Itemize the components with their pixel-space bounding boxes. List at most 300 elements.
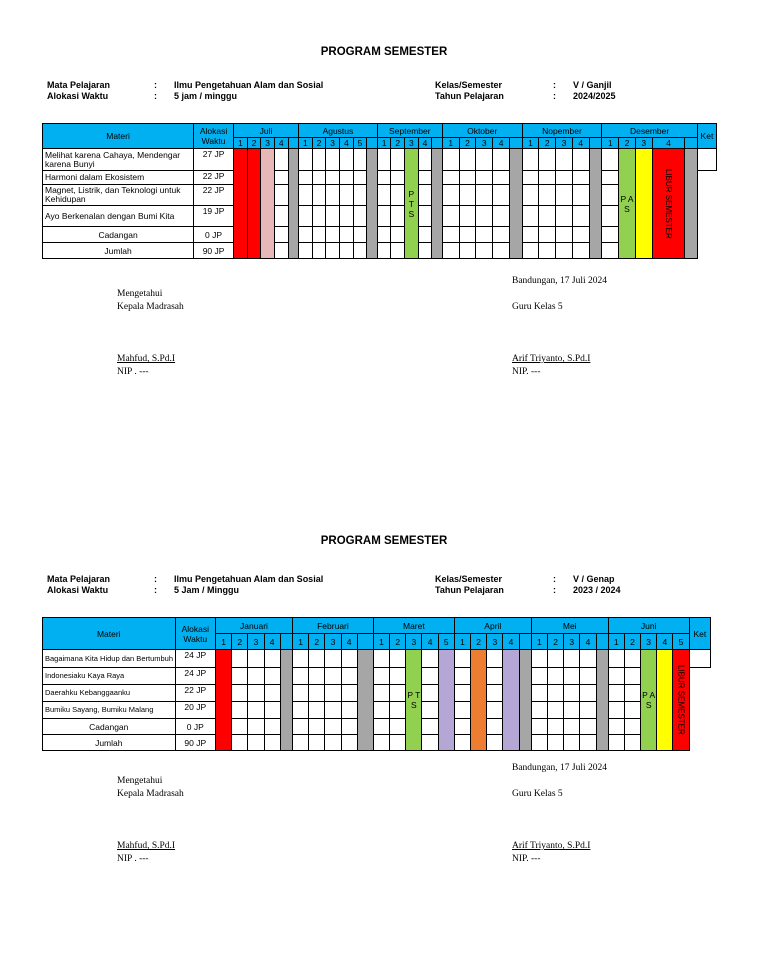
holiday-cell (519, 650, 531, 751)
week-cell (422, 668, 438, 685)
week-cell (442, 243, 459, 259)
week-header: 3 (476, 138, 493, 149)
week-cell (547, 719, 563, 735)
week-cell (326, 149, 340, 171)
week-cell (547, 668, 563, 685)
week-cell (339, 227, 353, 243)
materi-cell: Bumiku Sayang, Bumiku Malang (43, 702, 176, 719)
week-header: 1 (216, 634, 232, 650)
week-cell (264, 668, 280, 685)
holiday-cell (280, 650, 292, 751)
month-header: April (454, 618, 531, 634)
week-cell (547, 685, 563, 702)
week-cell (608, 650, 624, 668)
materi-header: Materi (43, 124, 194, 149)
week-cell (624, 685, 640, 702)
week-cell (377, 171, 391, 185)
holiday-cell (509, 149, 522, 259)
week-cell (292, 685, 308, 702)
week-cell (624, 719, 640, 735)
week-cell (232, 719, 248, 735)
week-header: 3 (248, 634, 264, 650)
week-header-sep (367, 138, 378, 149)
week-cell (292, 719, 308, 735)
week-cell (339, 243, 353, 259)
week-cell (232, 685, 248, 702)
week-header-sep (509, 138, 522, 149)
week-cell (418, 185, 432, 206)
week-cell (418, 206, 432, 227)
week-header: 4 (652, 138, 685, 149)
week-header-sep (432, 138, 443, 149)
week-cell (418, 227, 432, 243)
guru-name: Arif Triyanto, S.Pd.I (512, 354, 591, 364)
exam-week-cell (657, 650, 673, 751)
week-cell (442, 206, 459, 227)
week-cell (602, 243, 619, 259)
week-cell (522, 243, 539, 259)
week-cell (373, 702, 389, 719)
alokasi-value: 5 Jam / Minggu (174, 585, 240, 595)
pas-cell: P A S (641, 650, 657, 751)
colon: : (154, 574, 157, 584)
week-cell (476, 171, 493, 185)
week-cell (326, 185, 340, 206)
pts-cell: P T S (406, 650, 422, 751)
week-cell (377, 149, 391, 171)
week-header: 2 (539, 138, 556, 149)
materi-header: Materi (43, 618, 176, 650)
week-cell (248, 702, 264, 719)
page-title: PROGRAM SEMESTER (320, 535, 448, 547)
week-cell (309, 702, 325, 719)
week-cell (442, 149, 459, 171)
week-header: 5 (353, 138, 367, 149)
week-cell (487, 668, 503, 685)
jumlah-label: Jumlah (43, 735, 176, 751)
week-cell (264, 685, 280, 702)
week-cell (390, 668, 406, 685)
week-cell (624, 702, 640, 719)
libur-semester-cell: LIBUR SEMESTER (673, 650, 689, 751)
week-cell (325, 735, 341, 751)
week-cell (564, 735, 580, 751)
week-cell (264, 650, 280, 668)
week-cell (373, 668, 389, 685)
materi-cell: Magnet, Listrik, dan Teknologi untuk Kehidupan (43, 185, 194, 206)
jp-cell: 19 JP (194, 206, 234, 227)
week-cell (602, 149, 619, 171)
week-cell (325, 685, 341, 702)
week-cell (476, 185, 493, 206)
week-cell (602, 185, 619, 206)
week-cell (391, 227, 405, 243)
cadangan-label: Cadangan (43, 719, 176, 735)
week-header: 1 (608, 634, 624, 650)
week-cell (689, 650, 710, 668)
holiday-cell (589, 149, 602, 259)
jp-cell: 24 JP (175, 668, 215, 685)
week-cell (476, 243, 493, 259)
week-header: 5 (673, 634, 689, 650)
week-header: 4 (274, 138, 288, 149)
week-header: 1 (234, 138, 248, 149)
colon: : (553, 585, 556, 595)
mapel-label: Mata Pelajaran (47, 80, 111, 90)
jp-cell: 24 JP (175, 650, 215, 668)
week-cell (422, 702, 438, 719)
mengetahui-label: Mengetahui (117, 289, 163, 299)
week-header: 1 (299, 138, 313, 149)
week-cell (487, 702, 503, 719)
week-cell (309, 668, 325, 685)
week-header: 4 (580, 634, 596, 650)
week-cell (602, 227, 619, 243)
week-cell (556, 227, 573, 243)
week-cell (341, 668, 357, 685)
week-cell (353, 243, 367, 259)
week-cell (531, 702, 547, 719)
program-semester-table (42, 123, 717, 259)
week-cell (274, 185, 288, 206)
week-cell (539, 227, 556, 243)
week-header: 1 (531, 634, 547, 650)
week-header: 1 (602, 138, 619, 149)
week-header: 3 (261, 138, 275, 149)
jp-cell: 22 JP (194, 185, 234, 206)
week-cell (325, 650, 341, 668)
week-cell (353, 206, 367, 227)
week-cell (264, 702, 280, 719)
week-cell (377, 206, 391, 227)
week-header: 3 (556, 138, 573, 149)
week-header: 1 (377, 138, 391, 149)
guru-nip: NIP. --- (512, 854, 541, 864)
cadangan-label: Cadangan (43, 227, 194, 243)
week-cell (353, 227, 367, 243)
kepala-name: Mahfud, S.Pd.I (117, 841, 176, 851)
colon: : (553, 80, 556, 90)
week-header: 2 (391, 138, 405, 149)
week-header-sep (589, 138, 602, 149)
week-cell (547, 702, 563, 719)
week-cell (608, 702, 624, 719)
week-cell (341, 735, 357, 751)
week-cell (459, 149, 476, 171)
week-cell (292, 702, 308, 719)
week-header: 2 (232, 634, 248, 650)
week-cell (422, 650, 438, 668)
week-cell (248, 735, 264, 751)
week-cell (309, 650, 325, 668)
week-cell (487, 719, 503, 735)
pts-cell: P T S (405, 149, 419, 259)
alokasi-header: Alokasi Waktu (194, 124, 234, 149)
week-cell (326, 206, 340, 227)
week-header: 3 (405, 138, 419, 149)
week-cell (531, 650, 547, 668)
holiday-cell (357, 650, 373, 751)
week-cell (493, 227, 510, 243)
week-cell (274, 171, 288, 185)
week-header: 3 (635, 138, 652, 149)
week-cell (353, 149, 367, 171)
week-cell (608, 668, 624, 685)
week-cell (326, 171, 340, 185)
week-cell (580, 685, 596, 702)
mengetahui-label: Mengetahui (117, 776, 163, 786)
month-header: September (377, 124, 442, 138)
week-cell (539, 171, 556, 185)
month-header: Maret (373, 618, 454, 634)
week-header: 1 (454, 634, 470, 650)
week-cell (264, 735, 280, 751)
week-cell (391, 185, 405, 206)
alokasi-header: Alokasi Waktu (175, 618, 215, 650)
holiday-cell (596, 650, 608, 751)
week-cell (624, 668, 640, 685)
week-header: 2 (390, 634, 406, 650)
week-cell (459, 171, 476, 185)
month-header: Juli (234, 124, 299, 138)
holiday-cell (432, 149, 443, 259)
week-header: 4 (572, 138, 589, 149)
week-cell (556, 243, 573, 259)
week-header: 2 (471, 634, 487, 650)
month-header: Mei (531, 618, 608, 634)
colon: : (154, 80, 157, 90)
week-cell (608, 685, 624, 702)
ket-header: Ket (689, 618, 710, 650)
tahun-value: 2023 / 2024 (573, 585, 621, 595)
week-cell (312, 243, 326, 259)
alokasi-label: Alokasi Waktu (47, 585, 109, 595)
week-cell (493, 206, 510, 227)
week-cell (373, 719, 389, 735)
jumlah-jp: 90 JP (194, 243, 234, 259)
week-cell (531, 735, 547, 751)
week-cell (418, 171, 432, 185)
week-cell (556, 185, 573, 206)
cadangan-jp: 0 JP (194, 227, 234, 243)
week-header: 4 (418, 138, 432, 149)
materi-cell: Melihat karena Cahaya, Mendengar karena Bunyi (43, 149, 194, 171)
week-cell (608, 735, 624, 751)
libur-semester-cell: LIBUR SEMESTER (652, 149, 685, 259)
week-header: 3 (406, 634, 422, 650)
week-cell (377, 227, 391, 243)
jp-cell: 20 JP (175, 702, 215, 719)
page-title: PROGRAM SEMESTER (320, 46, 448, 58)
week-cell (248, 685, 264, 702)
week-cell (292, 735, 308, 751)
week-cell (418, 149, 432, 171)
month-header: Juni (608, 618, 689, 634)
week-cell (299, 243, 313, 259)
week-cell (391, 243, 405, 259)
week-header: 4 (503, 634, 519, 650)
jumlah-label: Jumlah (43, 243, 194, 259)
week-cell (299, 149, 313, 171)
kelas-label: Kelas/Semester (435, 80, 503, 90)
week-cell (459, 243, 476, 259)
colon: : (154, 585, 157, 595)
week-cell (341, 685, 357, 702)
week-header-sep (280, 634, 292, 650)
week-cell (624, 650, 640, 668)
week-cell (493, 171, 510, 185)
week-cell (476, 206, 493, 227)
week-header: 2 (547, 634, 563, 650)
tahun-label: Tahun Pelajaran (435, 91, 504, 101)
week-header: 3 (325, 634, 341, 650)
week-cell (564, 719, 580, 735)
kepala-label: Kepala Madrasah (117, 789, 184, 799)
week-cell (422, 735, 438, 751)
month-header: Desember (602, 124, 698, 138)
week-cell (459, 227, 476, 243)
ket-header: Ket (697, 124, 716, 149)
week-cell (442, 171, 459, 185)
jp-cell: 22 JP (175, 685, 215, 702)
week-cell (312, 185, 326, 206)
week-cell (539, 185, 556, 206)
week-cell (377, 185, 391, 206)
week-cell (274, 206, 288, 227)
week-header: 1 (442, 138, 459, 149)
jumlah-jp: 90 JP (175, 735, 215, 751)
week-cell (232, 650, 248, 668)
week-cell (564, 668, 580, 685)
week-cell (556, 149, 573, 171)
month-header: Februari (292, 618, 373, 634)
week-cell (422, 685, 438, 702)
guru-label: Guru Kelas 5 (512, 789, 563, 799)
week-cell (326, 243, 340, 259)
week-cell (459, 185, 476, 206)
week-cell (547, 735, 563, 751)
kelas-value: V / Genap (573, 574, 615, 584)
week-cell (232, 668, 248, 685)
week-header: 4 (657, 634, 673, 650)
week-cell (232, 735, 248, 751)
week-cell (390, 650, 406, 668)
week-cell (476, 149, 493, 171)
kepala-nip: NIP . --- (117, 854, 149, 864)
week-header: 4 (493, 138, 510, 149)
week-cell (373, 685, 389, 702)
week-cell (564, 650, 580, 668)
tahun-label: Tahun Pelajaran (435, 585, 504, 595)
week-cell (564, 685, 580, 702)
week-header: 1 (292, 634, 308, 650)
kepala-nip: NIP . --- (117, 367, 149, 377)
week-header: 3 (641, 634, 657, 650)
week-header: 2 (459, 138, 476, 149)
colon: : (154, 91, 157, 101)
week-cell (353, 185, 367, 206)
week-header: 3 (326, 138, 340, 149)
lavender-week-cell (438, 650, 454, 751)
week-cell (326, 227, 340, 243)
week-header: 2 (247, 138, 261, 149)
week-cell (522, 171, 539, 185)
week-cell (292, 650, 308, 668)
week-cell (390, 735, 406, 751)
week-cell (339, 149, 353, 171)
month-header: Januari (216, 618, 293, 634)
week-cell (454, 702, 470, 719)
week-cell (522, 149, 539, 171)
week-cell (339, 206, 353, 227)
place-date: Bandungan, 17 Juli 2024 (512, 763, 607, 773)
kelas-value: V / Ganjil (573, 80, 612, 90)
effective-week-cell (234, 149, 248, 259)
week-header-sep (685, 138, 698, 149)
materi-cell: Ayo Berkenalan dengan Bumi Kita (43, 206, 194, 227)
week-cell (373, 650, 389, 668)
month-header: Oktober (442, 124, 522, 138)
alokasi-label: Alokasi Waktu (47, 91, 109, 101)
week-cell (377, 243, 391, 259)
week-cell (602, 206, 619, 227)
week-cell (564, 702, 580, 719)
week-cell (299, 171, 313, 185)
week-cell (572, 149, 589, 171)
cadangan-jp: 0 JP (175, 719, 215, 735)
week-header: 4 (422, 634, 438, 650)
week-cell (325, 668, 341, 685)
week-cell (312, 149, 326, 171)
week-cell (572, 171, 589, 185)
week-header-sep (596, 634, 608, 650)
program-semester-table (42, 617, 711, 751)
week-header: 5 (438, 634, 454, 650)
month-header: Nopember (522, 124, 602, 138)
week-cell (325, 719, 341, 735)
colon: : (553, 574, 556, 584)
jp-cell: 27 JP (194, 149, 234, 171)
week-cell (299, 206, 313, 227)
week-cell (373, 735, 389, 751)
week-cell (418, 243, 432, 259)
week-cell (624, 735, 640, 751)
week-cell (547, 650, 563, 668)
guru-nip: NIP. --- (512, 367, 541, 377)
week-cell (391, 149, 405, 171)
week-cell (274, 243, 288, 259)
lavender-week-cell (503, 650, 519, 751)
week-cell (454, 668, 470, 685)
week-cell (309, 685, 325, 702)
week-cell (312, 227, 326, 243)
week-cell (248, 719, 264, 735)
kepala-name: Mahfud, S.Pd.I (117, 354, 176, 364)
week-header: 2 (624, 634, 640, 650)
week-cell (391, 206, 405, 227)
materi-cell: Harmoni dalam Ekosistem (43, 171, 194, 185)
week-cell (539, 149, 556, 171)
pas-cell: P A S (619, 149, 636, 259)
week-cell (522, 185, 539, 206)
week-cell (309, 735, 325, 751)
mapel-value: Ilmu Pengetahuan Alam dan Sosial (174, 80, 324, 90)
week-cell (580, 735, 596, 751)
week-cell (339, 185, 353, 206)
week-header: 1 (522, 138, 539, 149)
week-cell (476, 227, 493, 243)
week-cell (248, 668, 264, 685)
